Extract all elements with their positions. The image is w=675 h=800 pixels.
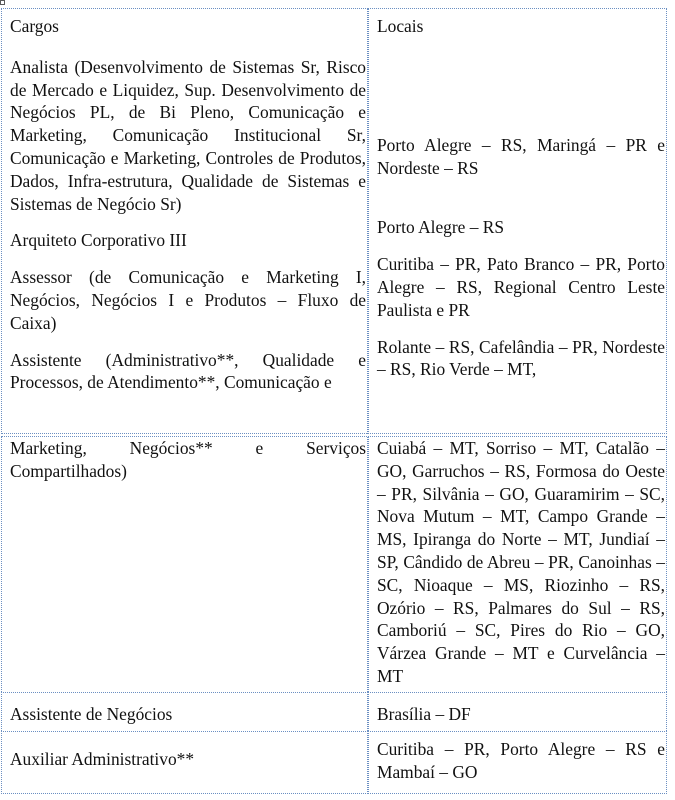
local-assistente-part2: Cuiabá – MT, Sorriso – MT, Catalão – GO, Garruchos – RS, Formosa do Oeste – PR, Silvânia – GO, Guaramirim – SC, Nova Mutum – MT, Campo Grande – MS, Ipiranga do Norte – MT, Jundiaí – SP, Cândido de Abreu – PR, Canoinhas – SC, Nioaque – MS, Riozinho – RS, Ozório – RS, Palmares do Sul – RS, Camboriú – SC, Pires do Rio – GO, Várzea Grande – MT e Curvelância – MT (377, 438, 665, 686)
local-assistente-part1: Rolante – RS, Cafelândia – PR, Nordeste – RS, Rio Verde – MT, (377, 336, 665, 380)
table-move-handle[interactable] (0, 0, 5, 5)
cargo-arquiteto: Arquiteto Corporativo III (10, 230, 187, 251)
cargos-column-page1 (1, 8, 368, 434)
cargo-assistente-negocios: Assistente de Negócios (10, 704, 173, 724)
local-analista: Porto Alegre – RS, Maringá – PR e Nordeste – RS (377, 134, 665, 178)
local-assistente-negocios: Brasília – DF (377, 704, 471, 724)
local-arquiteto: Porto Alegre – RS (377, 217, 505, 238)
local-auxiliar: Curitiba – PR, Porto Alegre – RS e Mambaí – GO (377, 739, 665, 782)
cargo-assessor: Assessor (de Comunicação e Marketing I, Negócios, Negócios I e Produtos – Fluxo de Caixa) (10, 267, 366, 333)
row-assistente-negocios-cargo (1, 692, 368, 731)
cargo-assistente-part1: Assistente (Administrativo**, Qualidade e Processos, de Atendimento**, Comunicação e (10, 349, 366, 393)
row-auxiliar-local (368, 731, 667, 794)
cargo-analista: Analista (Desenvolvimento de Sistemas Sr, Risco de Mercado e Liquidez, Sup. Desenvolvimento de Negócios PL, de Bi Pleno, Comunicação e Marketing, Comunicação Institucional Sr, Comunicação e Marketing, Controles de Produtos, Dados, Infra-estrutura, Qualidade de Sistemas e Sistemas de Negócio Sr) (10, 56, 366, 214)
locais-header: Locais (377, 16, 424, 36)
cargos-column-page2 (1, 437, 368, 692)
local-assessor: Curitiba – PR, Pato Branco – PR, Porto Alegre – RS, Regional Centro Leste Paulista e PR (377, 254, 665, 320)
cargo-assistente-part2-line1: Marketing, Negócios** e Serviços (10, 438, 366, 458)
row-auxiliar-cargo (1, 731, 368, 794)
cargo-auxiliar: Auxiliar Administrativo** (10, 749, 195, 769)
row-assistente-negocios-local (368, 692, 667, 731)
cargo-assistente-part2-line2: Compartilhados) (10, 460, 127, 481)
locais-column-page1 (368, 8, 667, 434)
cargos-header: Cargos (10, 16, 59, 36)
locais-column-page2 (368, 437, 667, 692)
